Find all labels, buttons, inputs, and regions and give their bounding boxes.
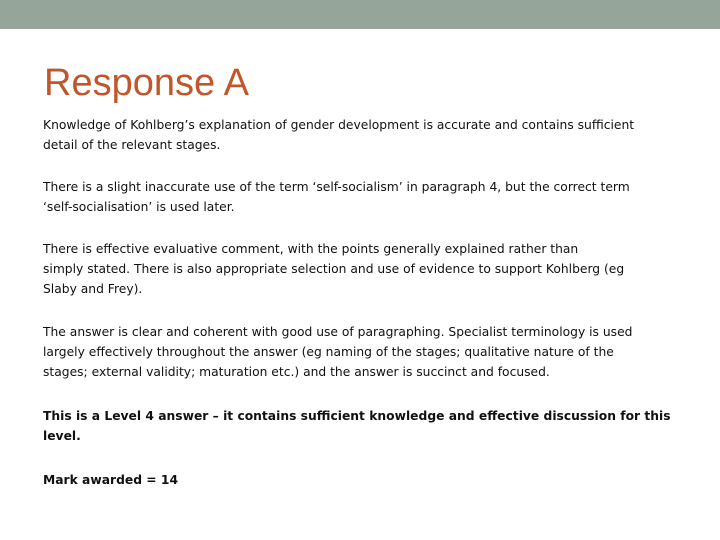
paragraph-knowledge <box>43 115 693 155</box>
paragraph-terminology-note <box>43 177 693 217</box>
paragraph-level-summary <box>43 406 693 446</box>
paragraph-line: Knowledge of Kohlberg’s explanation of gender development is accurate and contains sufficient <box>43 118 635 132</box>
mark-awarded <box>43 470 693 490</box>
paragraph-line: simply stated. There is also appropriate selection and use of evidence to support Kohlberg (eg <box>43 262 625 276</box>
paragraph-line: detail of the relevant stages. <box>43 138 221 152</box>
paragraph-evaluation <box>43 239 693 299</box>
slide-title: Response A <box>44 62 249 104</box>
paragraph-line: Mark awarded = 14 <box>43 473 179 487</box>
slide-content <box>43 115 693 512</box>
paragraph-line: largely effectively throughout the answer (eg naming of the stages; qualitative nature of the <box>43 345 614 359</box>
paragraph-line: There is a slight inaccurate use of the term ‘self-socialism’ in paragraph 4, but the correct term <box>43 180 630 194</box>
paragraph-line: This is a Level 4 answer – it contains sufficient knowledge and effective discussion for this level. <box>43 409 671 443</box>
paragraph-line: Slaby and Frey). <box>43 282 143 296</box>
paragraph-line: ‘self-socialisation’ is used later. <box>43 200 235 214</box>
paragraph-coherence <box>43 322 693 382</box>
header-bar <box>0 0 720 29</box>
paragraph-line: There is effective evaluative comment, with the points generally explained rather than <box>43 242 579 256</box>
paragraph-line: stages; external validity; maturation etc.) and the answer is succinct and focused. <box>43 365 550 379</box>
paragraph-line: The answer is clear and coherent with good use of paragraphing. Specialist terminology is used <box>43 325 633 339</box>
